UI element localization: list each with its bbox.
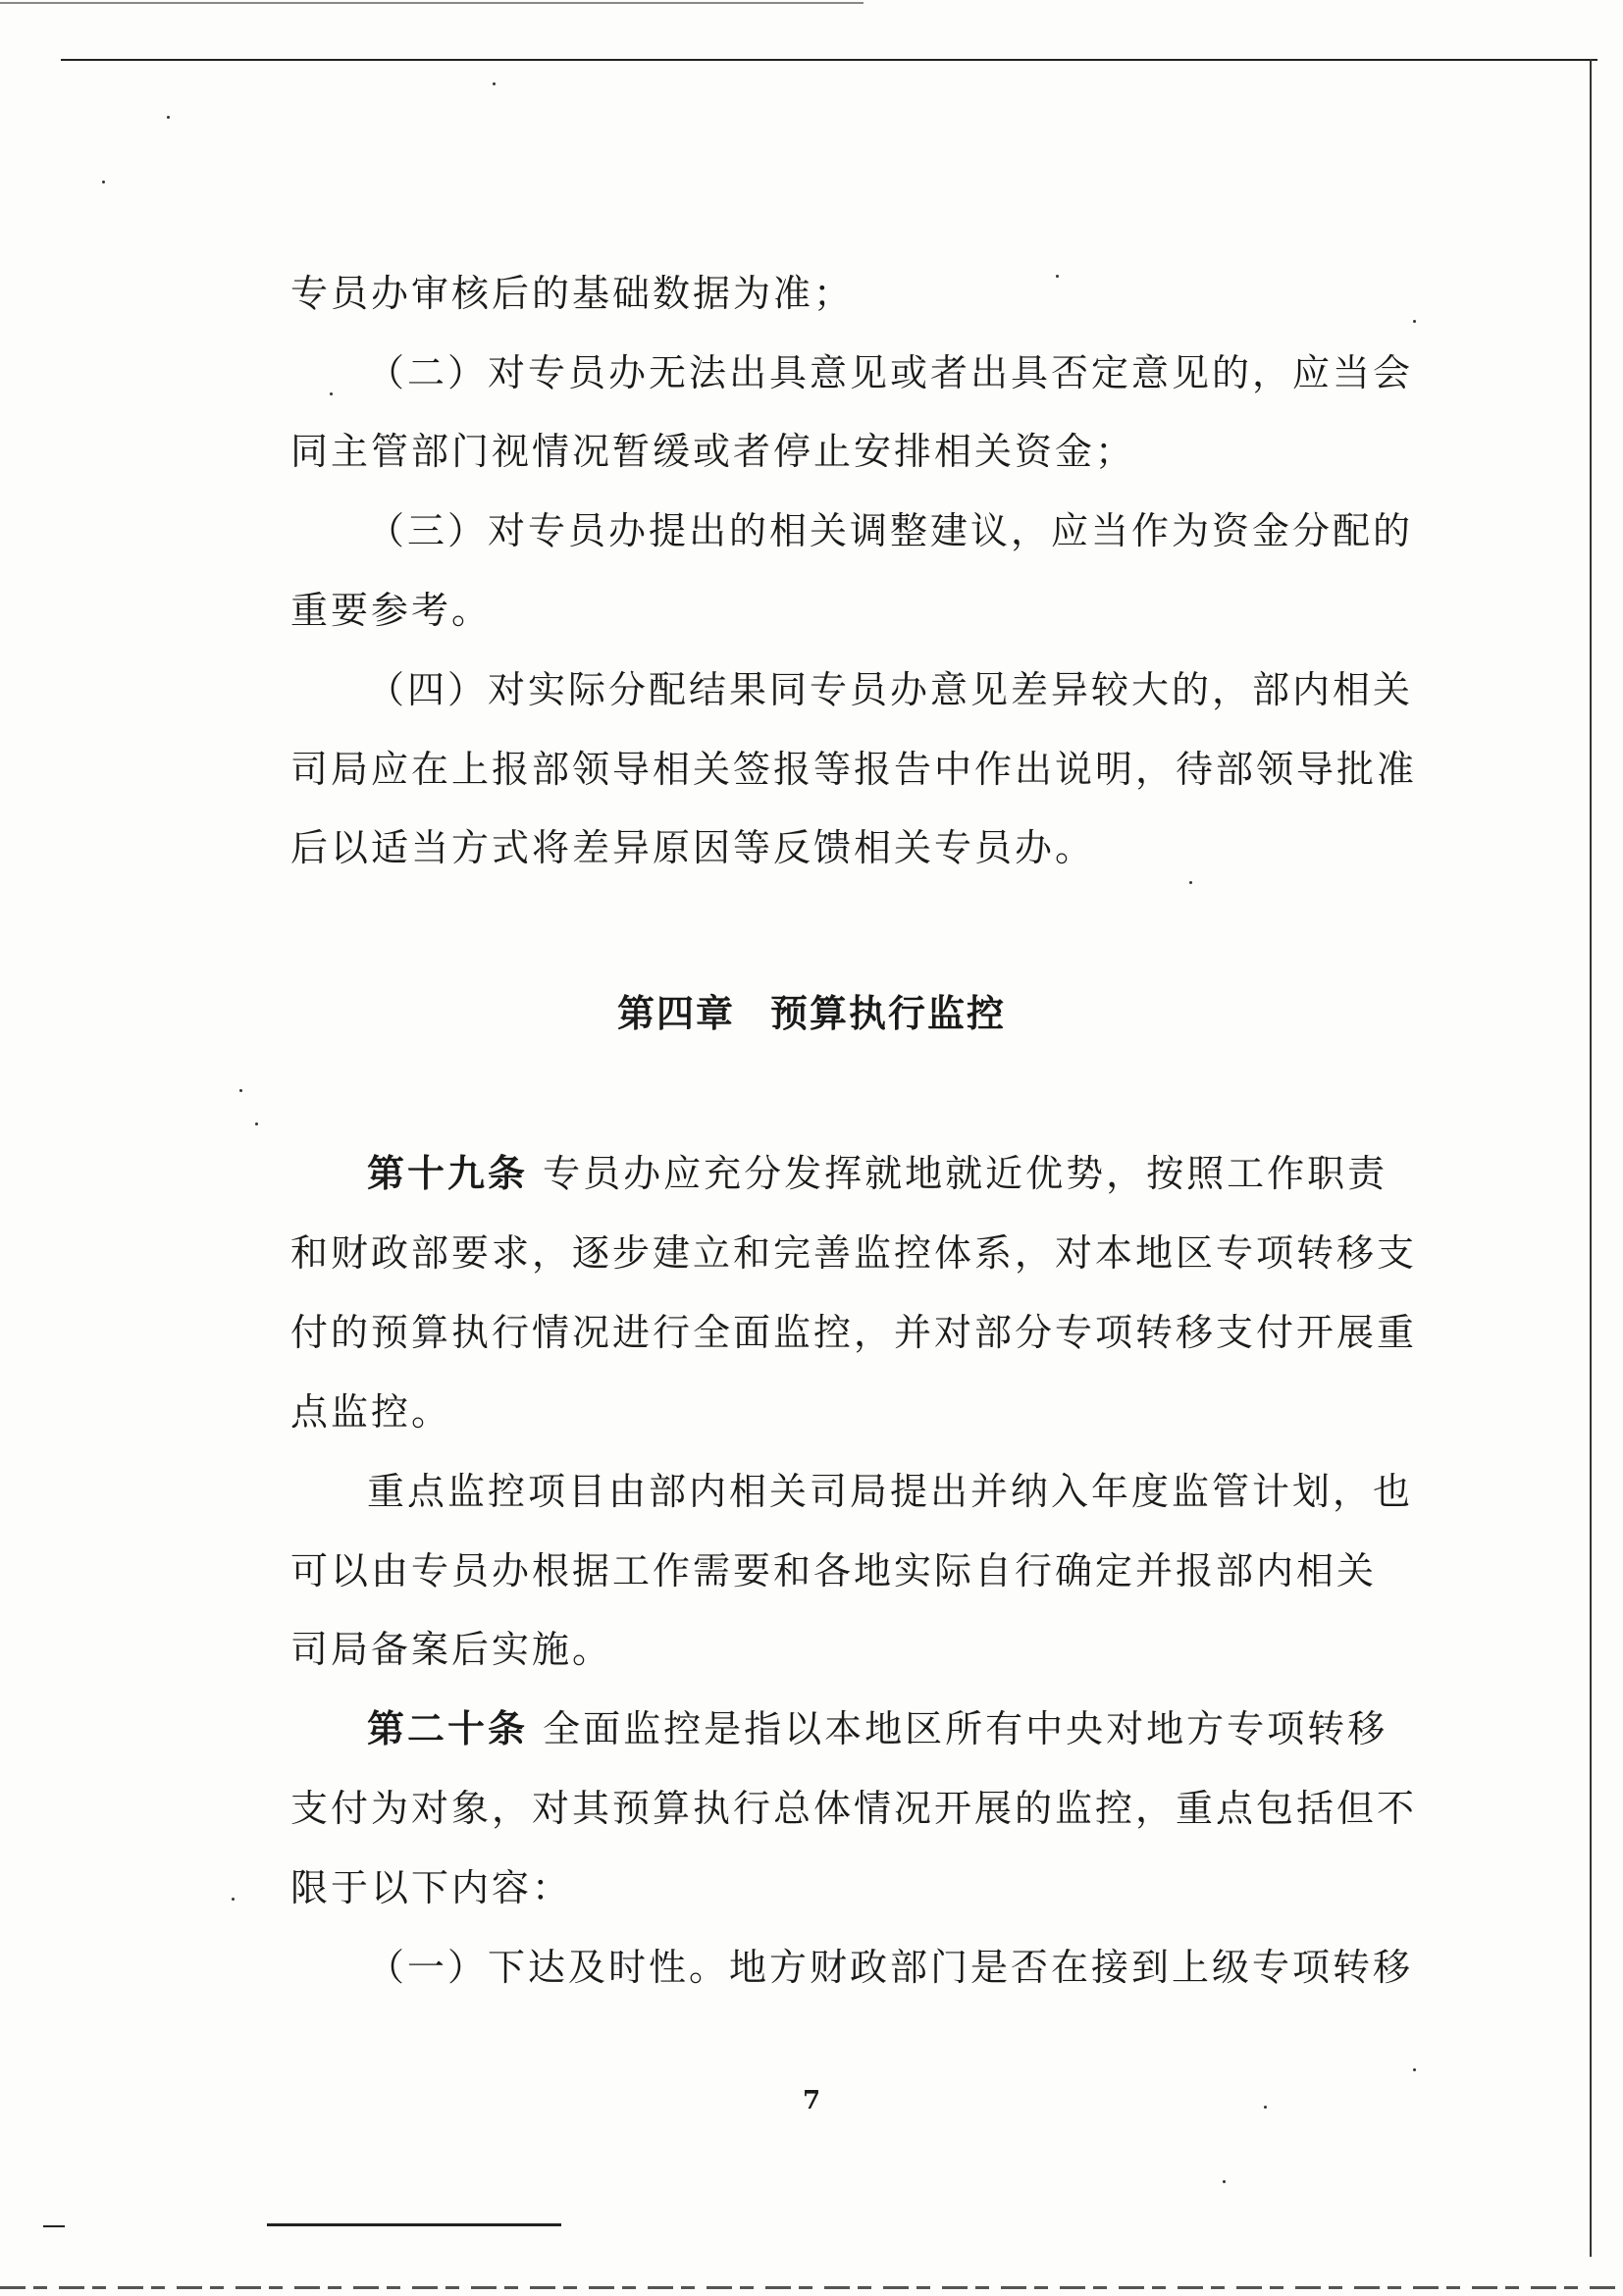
text-line: 同主管部门视情况暂缓或者停止安排相关资金；: [290, 430, 1136, 473]
text-line: 重点监控项目由部内相关司局提出并纳入年度监管计划，也: [367, 1470, 1414, 1513]
right-border-line: [1590, 59, 1592, 2257]
scan-speck: [102, 181, 105, 183]
scan-bottom-edge: [0, 2286, 1623, 2289]
scan-speck: [167, 116, 170, 119]
scan-edge-line: [0, 2, 864, 4]
text-line: 可以由专员办根据工作需要和各地实际自行确定并报部内相关: [290, 1549, 1378, 1592]
text-line: （一）下达及时性。地方财政部门是否在接到上级专项转移: [367, 1946, 1414, 1989]
scan-speck: [1413, 320, 1416, 323]
article-20-label: 第二十条: [367, 1707, 529, 1750]
text-line: 付的预算执行情况进行全面监控，并对部分专项转移支付开展重: [290, 1311, 1418, 1354]
text-line: 支付为对象，对其预算执行总体情况开展的监控，重点包括但不: [290, 1787, 1418, 1830]
scan-speck: [1223, 2180, 1226, 2183]
scan-speck: [330, 392, 333, 395]
text-line: （四）对实际分配结果同专员办意见差异较大的，部内相关: [367, 668, 1414, 711]
scan-speck: [1056, 275, 1059, 278]
chapter-number: 第四章: [616, 992, 735, 1035]
text-line: 司局应在上报部领导相关签报等报告中作出说明，待部领导批准: [290, 748, 1418, 791]
chapter-heading: [0, 988, 1623, 1039]
article-20-line: 第二十条 全面监控是指以本地区所有中央对地方专项转移: [367, 1707, 1388, 1750]
page-number: 7: [802, 2086, 821, 2115]
article-19-line: 第十九条 专员办应充分发挥就地就近优势，按照工作职责: [367, 1152, 1388, 1195]
top-border-line: [61, 59, 1597, 61]
text-line: （三）对专员办提出的相关调整建议，应当作为资金分配的: [367, 509, 1414, 552]
scan-speck: [239, 1089, 242, 1092]
text-line: 司局备案后实施。: [290, 1628, 613, 1671]
footnote-rule: [267, 2223, 561, 2226]
text-line: 后以适当方式将差异原因等反馈相关专员办。: [290, 826, 1096, 869]
article-19-label: 第十九条: [367, 1152, 529, 1195]
scan-speck: [493, 82, 496, 85]
margin-tick: [43, 2225, 65, 2227]
chapter-title: 预算执行监控: [770, 992, 1007, 1035]
scan-speck: [1189, 881, 1192, 884]
text-line: 限于以下内容：: [290, 1866, 573, 1909]
text-line: 点监控。: [290, 1390, 452, 1434]
text-line: 专员办审核后的基础数据为准；: [290, 272, 855, 315]
scan-speck: [255, 1122, 258, 1125]
text-line: （二）对专员办无法出具意见或者出具否定意见的，应当会: [367, 351, 1414, 394]
text-line: 重要参考。: [290, 589, 493, 632]
scan-speck: [232, 1898, 235, 1901]
text-line: 和财政部要求，逐步建立和完善监控体系，对本地区专项转移支: [290, 1231, 1418, 1275]
scan-speck: [1413, 2068, 1416, 2071]
